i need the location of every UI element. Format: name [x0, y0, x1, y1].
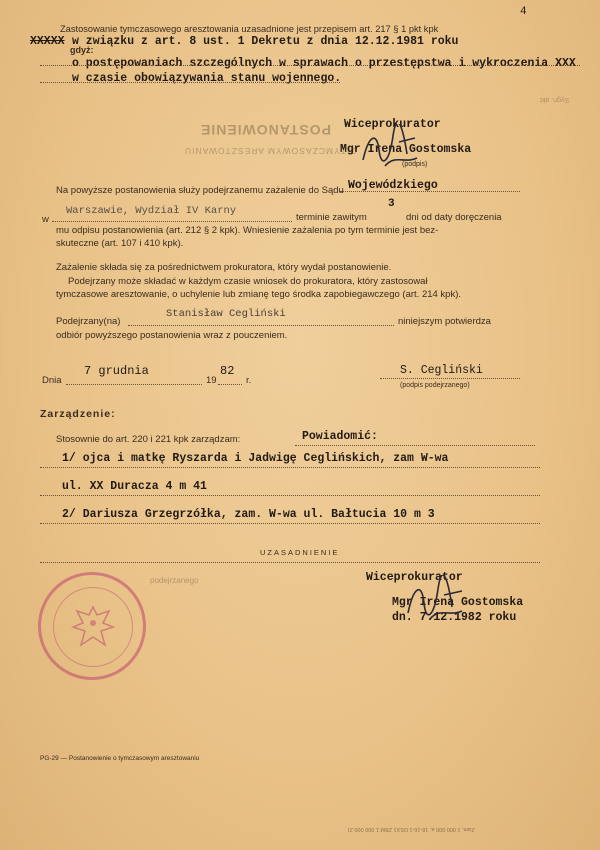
official-stamp-icon — [38, 572, 146, 680]
header-rule-1 — [40, 65, 580, 66]
court-name: Wojewódzkiego — [348, 179, 438, 192]
info-paragraph-1: Zażalenie składa się za pośrednictwem prokuratora, który wydał postanowienie. — [56, 262, 392, 273]
header-gdyz: gdyż: — [70, 45, 94, 55]
signature-scribble-icon — [400, 575, 470, 625]
sig2-name: Mgr Irena Gostomska — [392, 596, 524, 609]
year-rule — [218, 384, 242, 385]
court-rule — [340, 191, 520, 192]
suspect-sig-rule — [380, 378, 520, 379]
order-heading: Zarządzenie: — [40, 408, 116, 420]
complaint-line-4: skuteczne (art. 107 i 410 kpk). — [56, 238, 184, 249]
wydzial-typed: Warszawie, Wydział IV Karny — [66, 205, 237, 217]
header-strike-prefix: XXXXX — [30, 35, 65, 48]
uzasadnienie-label: UZASADNIENIE — [260, 548, 340, 557]
uzas-rule — [40, 562, 540, 563]
suspect-rule — [128, 325, 394, 326]
info-paragraph-2a: Podejrzany może składać w każdym czasie wniosek do prokuratora, który zastosował — [68, 276, 428, 287]
order-typed-head: Powiadomić: — [302, 430, 378, 443]
date-day-month: 7 grudnia — [84, 364, 149, 378]
header-line-4: w czasie obowiązywania stanu wojennego. — [72, 72, 342, 85]
header-rule-2 — [40, 82, 340, 83]
ghost-sygn: Sygn. akt — [540, 96, 570, 103]
signature-scribble-icon — [355, 124, 428, 172]
complaint-line-3: mu odpisu postanowienia (art. 212 § 2 kpk). Wniesienie zażalenia po tym terminie jest bez- — [56, 225, 439, 236]
date-suffix: r. — [246, 375, 252, 386]
ghost-podejrzanego: podejrzanego — [150, 576, 199, 585]
days-suffix: dni od daty doręczenia — [406, 212, 502, 223]
header-line-1: Zastosowanie tymczasowego aresztowania uzasadnione jest przepisem art. 217 § 1 pkt kpk — [60, 24, 439, 34]
year-value: 82 — [220, 364, 235, 378]
info-paragraph-2b: tymczasowe aresztowanie, o uchylenie lub zmianę tego środka zapobiegawczego (art. 214 kpk). — [56, 289, 462, 300]
sig1-caption: (podpis) — [402, 161, 428, 168]
sig1-title: Wiceprokurator — [344, 118, 441, 131]
order-item-1b: ul. XX Duracza 4 m 41 — [62, 480, 207, 493]
suspect-label: Podejrzany(na) — [56, 316, 121, 327]
suspect-suffix: niniejszym potwierdza — [398, 316, 491, 327]
order-item-2: 2/ Dariusza Grzegrzółka, zam. W-wa ul. Bałtucia 10 m 3 — [62, 508, 435, 521]
suspect-name: Stanisław Cegliński — [166, 308, 286, 320]
days-prefix: terminie zawitym — [296, 212, 367, 223]
complaint-text-1: Na powyższe postanowienia służy podejrzanemu zażalenie do Sądu — [56, 185, 344, 196]
days-value: 3 — [388, 198, 395, 210]
page-number: 4 — [520, 6, 527, 18]
suspect-signature: S. Cegliński — [400, 364, 483, 377]
year-prefix: 19 — [206, 375, 217, 386]
sig2-date: dn. 7.12.1982 roku — [392, 611, 517, 624]
suspect-line-2: odbiór powyższego postanowienia wraz z pouczeniem. — [56, 330, 288, 341]
date-rule — [66, 384, 202, 385]
order-rule-1 — [40, 467, 540, 468]
order-rule-3 — [40, 523, 540, 524]
order-text: Stosownie do art. 220 i 221 kpk zarządzam: — [56, 434, 241, 445]
sig1-name: Mgr Irena Gostomska — [340, 143, 472, 156]
wydzial-rule — [52, 221, 292, 222]
suspect-sig-caption: (podpis podejrzanego) — [400, 382, 470, 389]
order-rule-2 — [40, 495, 540, 496]
order-rule-0 — [295, 445, 535, 446]
header-line-3: o postępowaniach szczególnych w sprawach o przestępstwa i wykroczenia XXX — [72, 57, 576, 70]
print-code: Zam. 1 000 000 a. 18-16-1 DSX1 ZBM 1 000 000 ZI — [348, 826, 475, 832]
sig2-title: Wiceprokurator — [366, 571, 463, 584]
ghost-postanowienie: POSTANOWIENIE — [200, 122, 331, 138]
date-prefix: Dnia — [42, 375, 62, 386]
order-item-1: 1/ ojca i matkę Ryszarda i Jadwigę Ceglińskich, zam W-wa — [62, 452, 449, 465]
header-line-2: w związku z art. 8 ust. 1 Dekretu z dnia 12.12.1981 roku — [72, 35, 459, 48]
complaint-w: w — [42, 214, 49, 225]
form-code: PG-29 — Postanowienie o tymczasowym aresztowaniu — [40, 755, 200, 762]
ghost-subtitle: O TYMCZASOWYM ARESZTOWANIU — [184, 146, 357, 156]
